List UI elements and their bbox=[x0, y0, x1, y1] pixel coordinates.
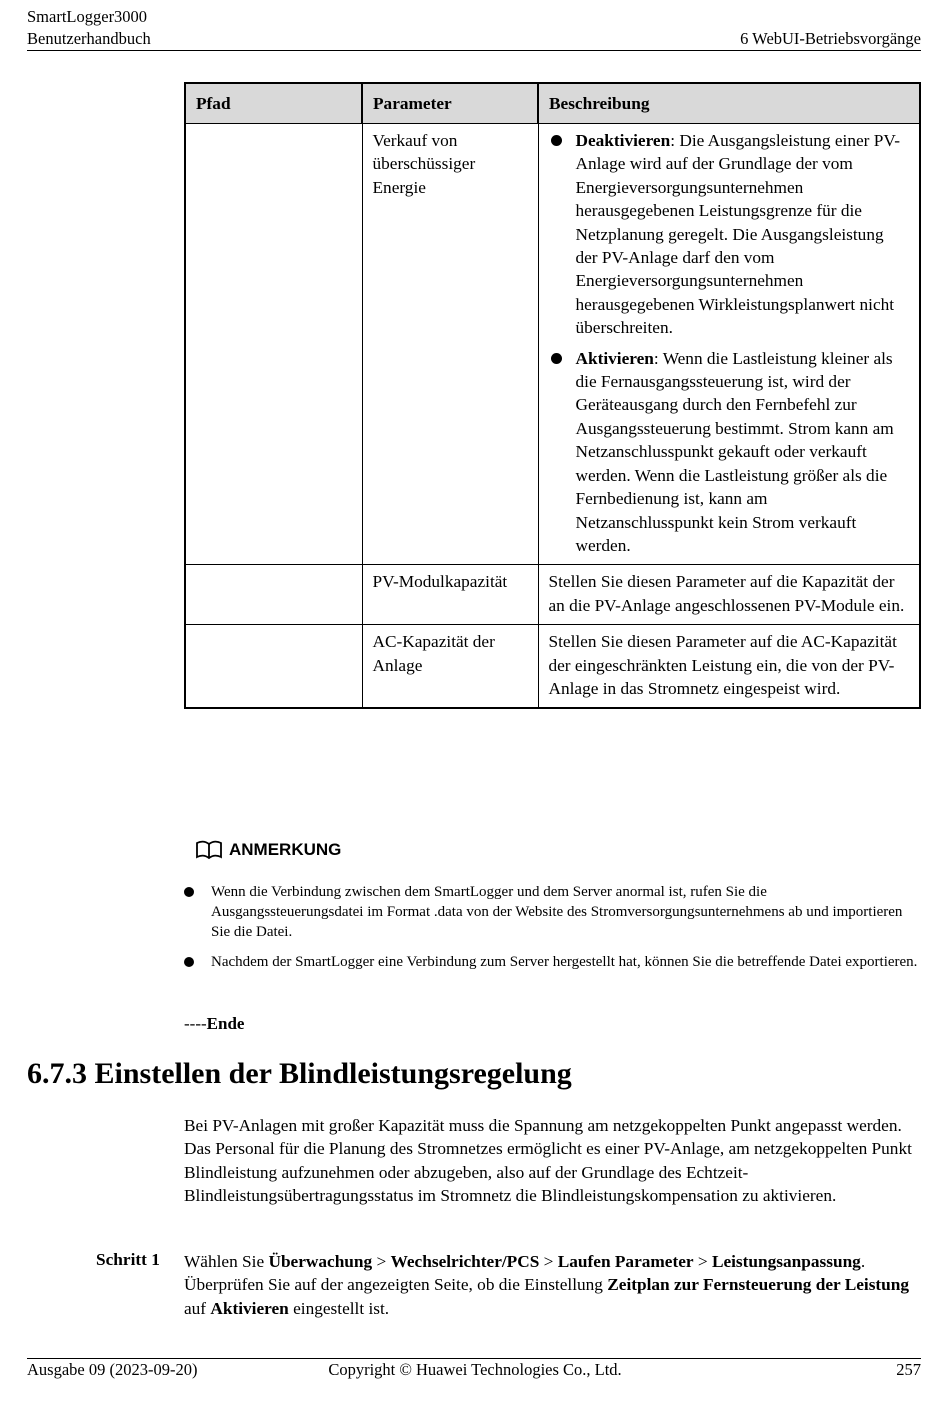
column-header-parameter: Parameter bbox=[362, 83, 538, 124]
note-text: Nachdem der SmartLogger eine Verbindung zum Server hergestellt hat, können Sie die betreffende Datei exportieren. bbox=[211, 954, 918, 970]
parameter-table bbox=[184, 82, 921, 709]
menu-path-monitoring: Überwachung bbox=[268, 1252, 373, 1271]
header-divider bbox=[27, 50, 921, 51]
note-heading bbox=[195, 840, 341, 860]
list-item bbox=[549, 347, 910, 558]
note-list bbox=[184, 882, 919, 982]
book-icon bbox=[195, 840, 223, 860]
setting-value: Aktivieren bbox=[210, 1298, 289, 1318]
setting-name: Zeitplan zur Fernsteuerung der Leistung bbox=[607, 1275, 910, 1295]
note-text: Wenn die Verbindung zwischen dem SmartLogger und dem Server anormal ist, rufen Sie die Ausgangssteuerungsdatei im Format .data von der Website des Stromversorgungsunternehmens ab und importieren Sie die Datei. bbox=[211, 884, 903, 940]
column-header-path: Pfad bbox=[185, 83, 362, 124]
table-row bbox=[185, 124, 920, 565]
option-text: : Die Ausgangsleistung einer PV-Anlage wird auf der Grundlage der vom Energieversorgungsunternehmen herausgegebenen Leistungsgrenze für die Netzplanung geregelt. Die Ausgangsleistung der PV-Anlage darf den vom Energieversorgungsunternehmen herausgegebenen Wirkleistungsplanwert nicht überschreiten. bbox=[575, 131, 900, 338]
step-text-part: Wählen Sie bbox=[184, 1252, 269, 1271]
copyright-notice: Copyright © Huawei Technologies Co., Ltd. bbox=[328, 1360, 622, 1379]
bullet-icon bbox=[184, 957, 194, 967]
column-header-description: Beschreibung bbox=[538, 83, 920, 124]
option-list bbox=[549, 129, 910, 557]
description-cell: Stellen Sie diesen Parameter auf die Kapazität der an die PV-Anlage angeschlossenen PV-Module ein. bbox=[538, 565, 920, 625]
step-text-part: auf bbox=[184, 1298, 211, 1318]
parameter-cell: Verkauf von überschüssiger Energie bbox=[362, 124, 538, 565]
footer-divider bbox=[27, 1358, 921, 1359]
path-cell bbox=[185, 565, 362, 625]
step-text-part: > bbox=[539, 1252, 558, 1271]
bullet-icon bbox=[551, 135, 562, 146]
end-label: Ende bbox=[206, 1014, 245, 1033]
product-name: SmartLogger3000 bbox=[27, 7, 148, 26]
option-text: : Wenn die Lastleistung kleiner als die Fernausgangssteuerung ist, wird der Geräteausgang durch den Fernbefehl zur Ausgangssteuerung bestimmt. Strom kann am Netzanschlusspunkt gekauft oder verkauft werden. Wenn die Lastleistung größer als die Fernbedienung ist, kann am Netzanschlusspunkt kein Strom verkauft werden. bbox=[575, 348, 894, 555]
step-text-part: > bbox=[372, 1252, 391, 1271]
end-dashes: ---- bbox=[184, 1014, 207, 1033]
chapter-title: 6 WebUI-Betriebsvorgänge bbox=[740, 29, 921, 48]
bullet-icon bbox=[184, 887, 194, 897]
menu-path-running-parameters: Laufen Parameter bbox=[557, 1252, 694, 1271]
document-type: Benutzerhandbuch bbox=[27, 29, 151, 48]
description-cell bbox=[538, 124, 920, 565]
list-item bbox=[549, 129, 910, 340]
parameter-cell: AC-Kapazität der Anlage bbox=[362, 625, 538, 709]
path-cell bbox=[185, 124, 362, 565]
list-item bbox=[184, 952, 919, 972]
option-term: Aktivieren bbox=[575, 348, 654, 368]
parameter-cell: PV-Modulkapazität bbox=[362, 565, 538, 625]
edition-label: Ausgabe 09 (2023-09-20) bbox=[27, 1360, 198, 1379]
list-item bbox=[184, 882, 919, 942]
table-header-row bbox=[185, 83, 920, 124]
section-paragraph: Bei PV-Anlagen mit großer Kapazität muss die Spannung am netzgekoppelten Punkt angepasst werden. Das Personal für die Planung des Stromnetzes ermöglicht es einer PV-Anlage, am netzgekoppelten Punkt Blindleistung aufzunehmen oder abzugeben, also auf der Grundlage des Echtzeit-Blindleistungsübertragungsstatus im Stromnetz die Blindleistungskompensation zu aktivieren. bbox=[184, 1116, 912, 1206]
note-title: ANMERKUNG bbox=[229, 840, 342, 859]
bullet-icon bbox=[551, 353, 562, 364]
page-number: 257 bbox=[896, 1360, 921, 1379]
section-title: 6.7.3 Einstellen der Blindleistungsregelung bbox=[27, 1057, 572, 1090]
step-text-part: eingestellt ist. bbox=[288, 1298, 390, 1318]
step-text bbox=[184, 1250, 919, 1320]
table-row bbox=[185, 565, 920, 625]
step-label: Schritt 1 bbox=[96, 1250, 160, 1269]
option-term: Deaktivieren bbox=[575, 131, 671, 150]
table-row bbox=[185, 625, 920, 709]
step-text-part: > bbox=[693, 1252, 712, 1271]
step-text-part: . Überprüfen Sie auf der angezeigten Seite, ob die Einstellung bbox=[184, 1252, 866, 1295]
end-marker bbox=[184, 1014, 244, 1034]
page-header-left bbox=[27, 6, 151, 50]
description-cell: Stellen Sie diesen Parameter auf die AC-Kapazität der eingeschränkten Leistung ein, die von der PV-Anlage in das Stromnetz eingespeist wird. bbox=[538, 625, 920, 709]
path-cell bbox=[185, 625, 362, 709]
menu-path-inverter: Wechselrichter/PCS bbox=[390, 1252, 540, 1271]
menu-path-power-adjustment: Leistungsanpassung bbox=[711, 1252, 861, 1271]
